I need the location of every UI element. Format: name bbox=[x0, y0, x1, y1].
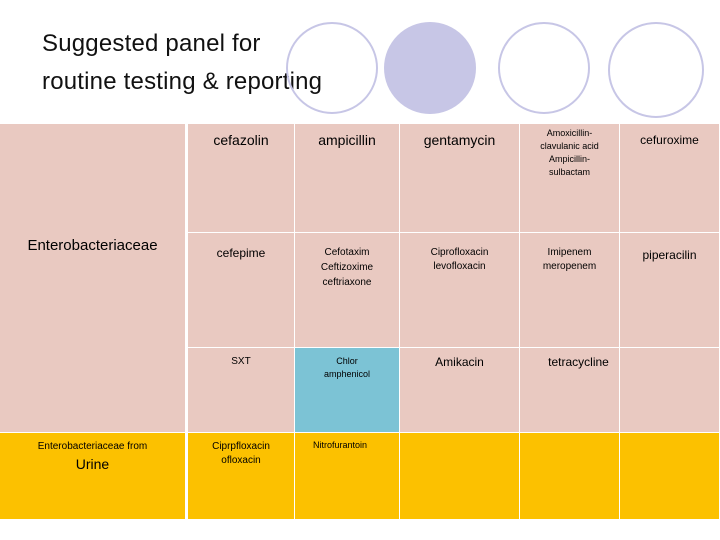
cell-text: cefazolin bbox=[213, 132, 269, 148]
cell-text: ofloxacin bbox=[221, 455, 261, 466]
cell-text: ceftriaxone bbox=[322, 277, 372, 288]
circle-outline-icon bbox=[498, 22, 590, 114]
cell-text: Nitrofurantoin bbox=[313, 440, 368, 450]
cell-chloramphenicol bbox=[295, 348, 400, 433]
cell-empty bbox=[400, 433, 520, 520]
cell-text: Ciprpfloxacin bbox=[212, 441, 270, 452]
cell-empty bbox=[520, 433, 620, 520]
cell-text: Ceftizoxime bbox=[320, 262, 374, 273]
cell-text: amphenicol bbox=[323, 369, 371, 379]
cell-text: Imipenem bbox=[547, 247, 592, 258]
row-header-enterobacteriaceae bbox=[0, 124, 188, 433]
cell-piperacilin bbox=[620, 233, 720, 348]
cell-gentamycin bbox=[400, 124, 520, 233]
cell-text: ampicillin bbox=[318, 132, 376, 148]
cell-empty bbox=[620, 433, 720, 520]
cell-empty bbox=[620, 348, 720, 433]
cell-cephalosporins bbox=[295, 233, 400, 348]
cell-text: Chlor bbox=[336, 356, 358, 366]
cell-tetracycline bbox=[520, 348, 620, 433]
cell-cefazolin bbox=[188, 124, 295, 233]
cell-text: Amoxicillin- bbox=[546, 128, 593, 138]
cell-text: gentamycin bbox=[423, 132, 496, 148]
cell-amikacin bbox=[400, 348, 520, 433]
cell-text: sulbactam bbox=[548, 167, 591, 177]
cell-amoxicillin-clavulanic bbox=[520, 124, 620, 233]
cell-text: meropenem bbox=[542, 261, 597, 272]
cell-text: cefuroxime bbox=[640, 133, 699, 147]
row-header-label: Urine bbox=[75, 456, 110, 472]
page-title-line-2: routine testing & reporting bbox=[42, 68, 323, 95]
cell-text: tetracycline bbox=[548, 355, 609, 369]
cell-text: SXT bbox=[231, 356, 251, 367]
cell-text: clavulanic acid bbox=[540, 141, 599, 151]
cell-cefuroxime bbox=[620, 124, 720, 233]
cell-ciprofloxacin-ofloxacin bbox=[188, 433, 295, 520]
cell-text: levofloxacin bbox=[433, 261, 486, 272]
cell-text: Cefotaxim bbox=[324, 247, 370, 258]
cell-fluoroquinolones bbox=[400, 233, 520, 348]
cell-sxt bbox=[188, 348, 295, 433]
cell-text: Ciprofloxacin bbox=[430, 247, 489, 258]
circle-outline-icon bbox=[286, 22, 378, 114]
row-header-urine bbox=[0, 433, 188, 520]
cell-text: Amikacin bbox=[435, 355, 484, 369]
page-title-line-1: Suggested panel for bbox=[42, 30, 261, 57]
cell-text: piperacilin bbox=[642, 248, 697, 262]
circle-outline-icon bbox=[608, 22, 704, 118]
cell-nitrofurantoin bbox=[295, 433, 400, 520]
cell-text: Ampicillin- bbox=[548, 154, 590, 164]
circle-filled-icon bbox=[384, 22, 476, 114]
cell-cefepime bbox=[188, 233, 295, 348]
row-header-label: Enterobacteriaceae bbox=[27, 237, 158, 254]
cell-ampicillin bbox=[295, 124, 400, 233]
row-header-label: Enterobacteriaceae from bbox=[37, 441, 148, 452]
cell-text: cefepime bbox=[216, 246, 266, 260]
cell-carbapenems bbox=[520, 233, 620, 348]
